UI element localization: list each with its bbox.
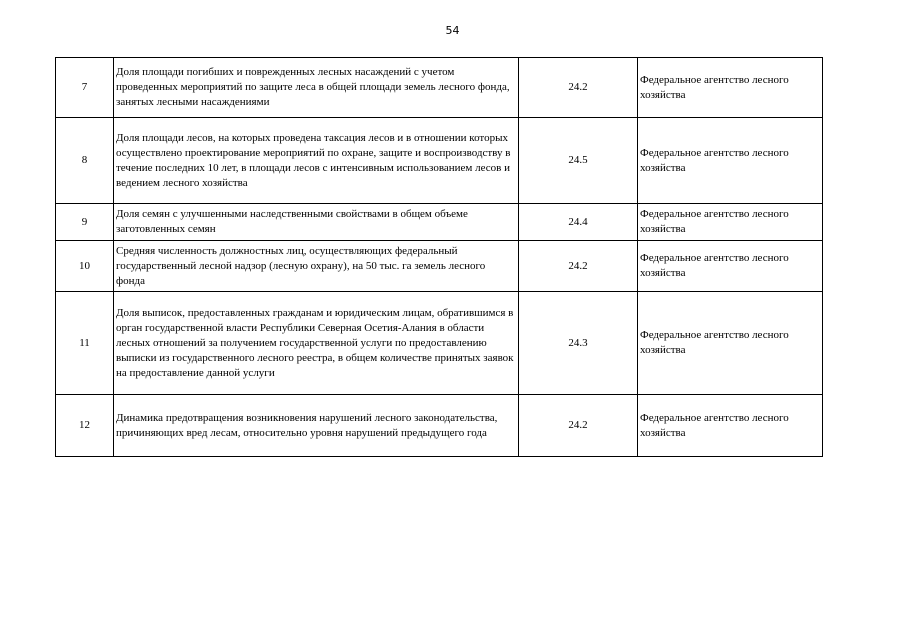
- row-number: 8: [56, 118, 114, 204]
- indicator-value: 24.5: [519, 118, 638, 204]
- row-number: 12: [56, 395, 114, 457]
- responsible-agency: Федеральное агентство лесного хозяйства: [638, 118, 823, 204]
- indicator-value: 24.2: [519, 241, 638, 292]
- table-row: [56, 58, 823, 118]
- responsible-agency: Федеральное агентство лесного хозяйства: [638, 58, 823, 118]
- responsible-agency: Федеральное агентство лесного хозяйства: [638, 241, 823, 292]
- indicators-table: [55, 57, 823, 457]
- indicator-value: 24.2: [519, 395, 638, 457]
- row-number: 10: [56, 241, 114, 292]
- indicator-description: Доля семян с улучшенными наследственными свойствами в общем объеме заготовленных семян: [114, 204, 519, 241]
- row-number: 9: [56, 204, 114, 241]
- indicator-description: Доля выписок, предоставленных гражданам и юридическим лицам, обратившимся в орган государственной власти Республики Северная Осетия-Алания в области лесных отношений за получением государственной услуги по предоставлению выписки из государственного лесного реестра, в общем количестве принятых заявок на предоставление данной услуги: [114, 292, 519, 395]
- indicator-value: 24.2: [519, 58, 638, 118]
- table-row: [56, 292, 823, 395]
- indicator-description: Средняя численность должностных лиц, осуществляющих федеральный государственный лесной надзор (лесную охрану), на 50 тыс. га земель лесного фонда: [114, 241, 519, 292]
- page-number: 54: [445, 24, 460, 37]
- indicator-value: 24.3: [519, 292, 638, 395]
- table-row: [56, 241, 823, 292]
- responsible-agency: Федеральное агентство лесного хозяйства: [638, 204, 823, 241]
- indicator-description: Доля площади лесов, на которых проведена таксация лесов и в отношении которых осуществлено проектирование мероприятий по охране, защите и воспроизводству в течение последних 10 лет, в площади лесов с интенсивным использованием лесов и ведением лесного хозяйства: [114, 118, 519, 204]
- indicator-value: 24.4: [519, 204, 638, 241]
- table-row: [56, 395, 823, 457]
- table-row: [56, 118, 823, 204]
- indicator-description: Доля площади погибших и поврежденных лесных насаждений с учетом проведенных мероприятий по защите леса в общей площади земель лесного фонда, занятых лесными насаждениями: [114, 58, 519, 118]
- responsible-agency: Федеральное агентство лесного хозяйства: [638, 395, 823, 457]
- responsible-agency: Федеральное агентство лесного хозяйства: [638, 292, 823, 395]
- row-number: 7: [56, 58, 114, 118]
- table-row: [56, 204, 823, 241]
- row-number: 11: [56, 292, 114, 395]
- indicator-description: Динамика предотвращения возникновения нарушений лесного законодательства, причиняющих вред лесам, относительно уровня нарушений предыдущего года: [114, 395, 519, 457]
